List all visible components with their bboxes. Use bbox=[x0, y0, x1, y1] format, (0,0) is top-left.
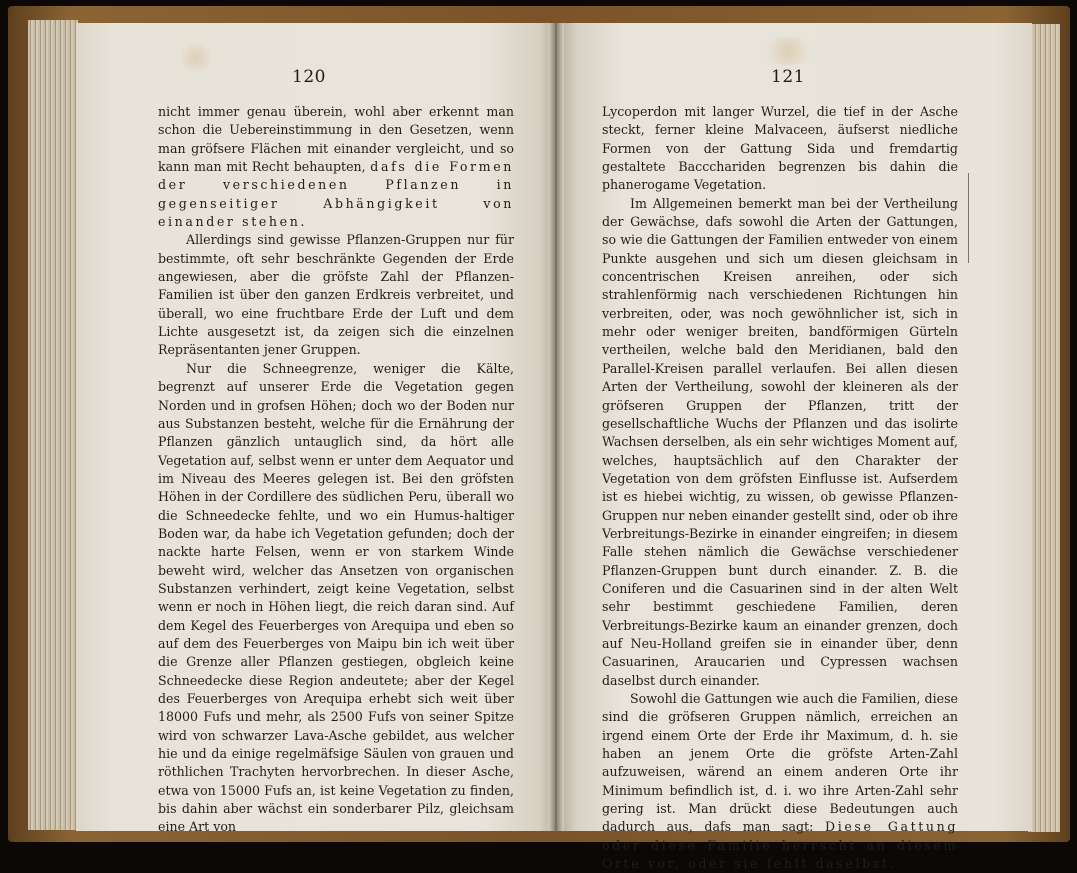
text-segment: Sowohl die Gattungen wie auch die Familien, diese sind die gröfseren Gruppen nämlich, erreichen an irgend einem Orte der Erde ihr Maximum, d. h. sie haben an jenem Orte die gröfste Arten-Zahl aufzuweisen, wärend an einem anderen Orte ihr Minimum befindlich ist, d. i. wo ihre Arten-Zahl sehr gering ist. Man drückt diese Bedeutungen auch dadurch aus, dafs man sagt: bbox=[602, 691, 958, 835]
emphasized-text: Diese Gattung oder diese Familie herrscht an diesem Orte vor, oder sie fehlt daselbst. bbox=[602, 819, 958, 872]
left-page-text bbox=[158, 103, 514, 837]
paragraph bbox=[158, 360, 514, 837]
text-segment: Im Allgemeinen bemerkt man bei der Vertheilung der Gewächse, dafs sowohl die Arten der Gattungen, so wie die Gattungen der Familien entweder von einem Punkte ausgehen und sich um diesen gleichsam in concentrischen Kreisen anreihen, oder sich strahlenförmig nach verschiedenen Richtungen hin verbreiten, oder, was noch gewöhnlicher ist, sich in mehr oder weniger breiten, bandförmigen Gürteln vertheilen, welche bald den Meridianen, bald den Parallel-Kreisen parallel verlaufen. Bei allen diesen Arten der Vertheilung, sowohl der kleineren als der gröfseren Gruppen der Pflanzen, tritt der gesellschaftliche Wuchs der Pflanzen und das isolirte Wachsen derselben, als ein sehr wichtiges Moment auf, welches, hauptsächlich auf den Charakter der Vegetation von dem gröfsten Einflusse ist. Aufserdem ist es hiebei wichtig, zu wissen, ob gewisse Pflanzen-Gruppen nur neben einander gestellt sind, oder ob ihre Verbreitungs-Bezirke in einander eingreifen; in diesem Falle stehen nämlich die Gewächse verschiedener Pflanzen-Gruppen bunt durch einander. Z. B. die Coniferen und die Casuarinen sind in der alten Welt sehr bestimmt geschiedene Familien, deren Verbreitungs-Bezirke kaum an einander grenzen, doch auf Neu-Holland greifen sie in einander über, denn Casuarinen, Araucarien und Cypressen wachsen daselbst durch einander. bbox=[602, 195, 958, 688]
page-number-right: 121 bbox=[771, 67, 805, 87]
foxing-stain bbox=[758, 37, 818, 65]
page-edges-right bbox=[1028, 24, 1060, 832]
left-page bbox=[76, 23, 554, 835]
paragraph bbox=[602, 103, 958, 195]
page-number-left: 120 bbox=[292, 67, 326, 87]
right-page-text bbox=[602, 103, 958, 873]
paragraph bbox=[158, 231, 514, 359]
book-gutter bbox=[548, 23, 564, 831]
book-binding bbox=[8, 6, 1070, 872]
text-segment: nicht immer genau überein, wohl aber erkennt man schon die Uebereinstimmung in den Gesetzen, wenn man gröfsere Flächen mit einander vergleicht, und so kann man mit Recht behaupten, bbox=[158, 104, 514, 175]
emphasized-text: dafs die Formen der verschiedenen Pflanzen in gegenseitiger Abhängigkeit von einander stehen. bbox=[158, 159, 514, 230]
paragraph bbox=[602, 195, 958, 690]
text-segment: Lycoperdon mit langer Wurzel, die tief in der Asche steckt, ferner kleine Malvaceen, äufserst niedliche Formen von der Gattung Sida und fremdartig gestaltete Baccchariden begrenzen bis dahin die phanerogame Vegetation. bbox=[602, 104, 958, 193]
text-segment: Allerdings sind gewisse Pflanzen-Gruppen nur für bestimmte, oft sehr beschränkte Gegenden der Erde angewiesen, aber die gröfste Zahl der Pflanzen-Familien ist über den ganzen Erdkreis verbreitet, und überall, wo eine fruchtbare Erde der Luft und dem Lichte ausgesetzt ist, da zeigen sich die einzelnen Repräsentanten jener Gruppen. bbox=[158, 232, 514, 358]
text-segment: Nur die Schneegrenze, weniger die Kälte, begrenzt auf unserer Erde die Vegetation gegen Norden und in grofsen Höhen; doch wo der Boden nur aus Substanzen besteht, welche für die Ernährung der Pflanzen gänzlich untauglich sind, da hört alle Vegetation auf, selbst wenn er unter dem Aequator und im Niveau des Meeres gelegen ist. Bei den gröfsten Höhen in der Cordillere des südlichen Peru, überall wo die Schneedecke fehlte, und wo ein Humus-haltiger Boden war, da habe ich Vegetation gefunden; doch der nackte harte Felsen, wenn er von starkem Winde beweht wird, welcher das Ansetzen von organischen Substanzen verhindert, zeigt keine Vegetation, selbst wenn er noch in Höhen liegt, die reich daran sind. Auf dem Kegel des Feuerberges von Arequipa und eben so auf dem des Feuerberges von Maipu bin ich weit über die Grenze aller Pflanzen gestiegen, obgleich keine Schneedecke diese Region andeutete; aber der Kegel des Feuerberges von Arequipa erhebt sich weit über 18000 Fufs und mehr, als 2500 Fufs von seiner Spitze wird von schwarzer Lava-Asche gebildet, aus welcher hie und da einige regelmäfsige Säulen von grauen und röthlichen Trachyten hervorbrechen. In dieser Asche, etwa von 15000 Fufs an, ist keine Vegetation zu finden, bis dahin aber wächst ein sonderbarer Pilz, gleichsam eine Art von bbox=[158, 360, 514, 835]
right-page bbox=[558, 23, 1032, 872]
paragraph bbox=[158, 103, 514, 231]
pencil-margin-mark bbox=[968, 173, 971, 263]
page-edges-left bbox=[28, 20, 78, 830]
